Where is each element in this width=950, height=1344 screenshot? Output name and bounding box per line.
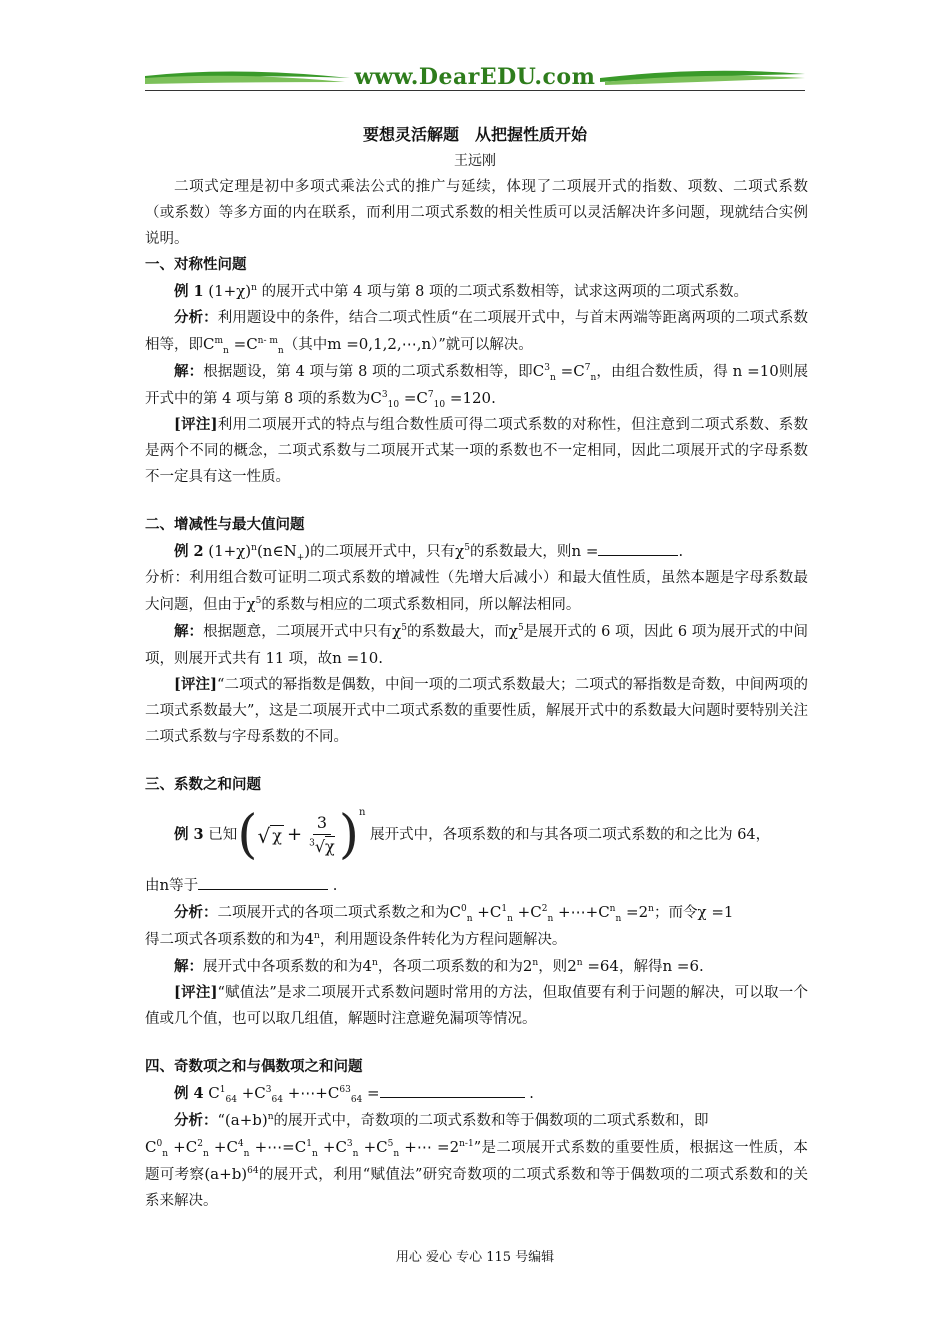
solution-1-text-a: 根据题设，第 4 项与第 8 项的二项式系数相等，即 [203,364,533,380]
fraction-3-over-cuberoot: $\frac{3}{^3√\chi}$ [309,812,335,856]
remark-3 [145,980,808,1032]
remark-2-label: [评注] [174,676,217,693]
analysis-2 [145,565,808,618]
expr-chi-eq-1: χ =1 [697,903,734,921]
analysis-4-text-c: ”是二项展开式系数的重要性质，根据这一性质，本题可考察 [145,1140,808,1183]
section-4-heading: 四、奇数项之和与偶数项之和问题 [145,1058,363,1075]
remark-3-label: [评注] [174,984,218,1001]
article-title: 要想灵活解题 从把握性质开始 [362,125,587,144]
solution-3-text-d: ，解得 [618,959,663,975]
expr-2n-64: 2$^n$ =64 [567,957,619,975]
article-body [145,174,808,1214]
example-4-label: 例 4 [174,1085,204,1102]
analysis-3-text-b: ；而令 [653,905,698,921]
example-4: 例 4 $C^1_{64} +C^3_{64}$ $+\cdots+C^{63}_{64}$ = . [174,1084,534,1105]
expr-ab-n: $(a+b)^n$ [224,1111,274,1129]
solution-3-text-c: ，则 [538,959,568,975]
remark-2-text: “二项式的幂指数是偶数，中间一项的二项式系数最大；二项式的幂指数是奇数，中间两项的二项式系数最大”，这是二项展开式中二项式系数的重要性质，解展开式中的系数最大问题时要特别关注二项式系数与字母系数的不同。 [145,677,808,745]
analysis-4-cont [145,1134,808,1214]
analysis-1 [145,305,808,358]
solution-3-text-a: 展开式中各项系数的和为 [203,959,363,975]
section-1-heading: 一、对称性问题 [145,256,247,273]
analysis-2-text-b: 的系数与相应的二项式系数相同，所以解法相同。 [261,597,581,613]
example-1 [145,278,808,305]
section-2-heading: 二、增减性与最大值问题 [145,516,305,533]
example-2-label: 例 2 [174,543,204,560]
expr-sqrt-frac: ( √ χ + $\frac{3}{^3√\chi}$ ) $^n$ [237,805,366,865]
analysis-1-text-c: ）”就可以解决。 [431,337,533,353]
expr-c64-sum: $C^1_{64} +C^3_{64}$ $+\cdots+C^{63}_{64}$ = [208,1084,380,1105]
expr-n-6: n =6. [662,957,704,975]
expr-n: n [159,876,170,894]
example-2-text-a: 的二项展开式中，只有 [310,544,456,560]
solution-1-label: 解： [174,363,204,380]
analysis-1-label: 分析： [174,309,218,326]
solution-2-text-a: 根据题意，二项展开式中只有 [203,624,393,640]
intro-paragraph: 二项式定理是初中多项式乘法公式的推广与延续，体现了二项展开式的指数、项数、二项式系数（或系数）等多方面的内在联系，而利用二项式系数的相关性质可以灵活解决许多问题，现就结合实例说明。 [145,179,808,247]
solution-2 [145,618,808,672]
expr-n-eq: n = [571,542,599,560]
analysis-4 [145,1107,808,1134]
sqrt-chi: √ χ [257,823,282,848]
expr-c3-eq-c7: $C^3_n =C^7_n$ [532,362,597,383]
analysis-2-text-a: 分析：利用组合数可证明二项式系数的增减性（先增大后减小）和最大值性质，虽然本题是字母系数最大问题，但由于 [145,570,808,613]
expr-ab-64: $(a+b)^{64}$ [204,1165,259,1183]
example-2-text-b: 的系数最大，则 [469,544,572,560]
example-2: 例 2 $(1+\chi)^n(n\in N_+)$的二项展开式中，只有$\chi^5$的系数最大，则n = . [174,542,684,563]
site-name[interactable]: www.DearEDU.com [354,64,596,90]
expr-odd-even-sum: $C^0_n +C^2_n +C^4_n$ $+\cdots=C^1_n +C^3_n +C^5_n$ +⋯ $=2^{n-1}$ [145,1138,474,1159]
remark-1-label: [评注] [174,416,218,433]
analysis-4-label: 分析： [174,1112,218,1129]
analysis-3-text-c: 得二项式各项系数的和为 [145,932,305,948]
remark-2 [145,672,808,750]
example-3-pre: 已知 [208,827,238,843]
expr-chi5: $\chi^5$ [455,542,470,560]
expr-c10-120: $C^3_{10} =C^7_{10} =120$. [370,389,496,410]
analysis-4-text-d: 的展开式，利用“赋值法”研究奇数项的二项式系数和等于偶数项的二项式系数和的关系来解决。 [145,1167,808,1209]
remark-3-text: “赋值法”是求二项展开式系数问题时常用的方法，但取值要有利于问题的解决，可以取一个值或几个值，也可以取几组值，解题时注意避免漏项等情况。 [145,985,808,1027]
remark-1-text: 利用二项展开式的特点与组合数性质可得二项式系数的对称性，但注意到二项式系数、系数是两个不同的概念，二项式系数与二项展开式某一项的系数也不一定相同，因此二项展开式的字母系数不一定具有这一性质。 [145,417,808,485]
expr-comb-symmetry: $C^m_n =C^{n- m}_n$ [203,335,284,356]
section-3-heading: 三、系数之和问题 [145,776,261,793]
example-1-text: 的展开式中第 4 项与第 8 项的二项式系数相等，试求这两项的二项式系数。 [261,284,748,300]
analysis-4-text-b: 的展开式中，奇数项的二项式系数和等于偶数项的二项式系数和，即 [273,1113,709,1129]
example-3-text-c: 等于 [169,878,199,894]
article-author: 王远刚 [454,153,496,169]
solution-3-label: 解： [174,958,203,975]
analysis-3-cont [145,926,808,953]
expr-1-plus-chi: $(1+\chi)^n$ [208,282,257,300]
analysis-3 [145,899,808,926]
expr-4n: 4$^n$ [304,930,320,948]
answer-blank-3[interactable] [198,875,328,890]
answer-blank-4[interactable] [380,1083,525,1098]
remark-1 [145,412,808,490]
example-3-cont: 由n等于 . [145,876,338,894]
expr-1-plus-chi-n: $(1+\chi)^n(n\in N_+)$ [208,542,311,563]
example-3-text: 展开式中，各项系数的和与其各项二项式系数的和之比为 64， [370,827,771,843]
solution-3 [145,953,808,980]
solution-1-text-c: 则展开式中的第 4 项与第 8 项的系数为 [145,364,809,407]
expr-4n-b: 4$^n$ [362,957,378,975]
expr-chi5-d: $\chi^5$ [508,622,524,640]
solution-2-text-b: 的系数最大，而 [407,624,509,640]
expr-binom-sum: $C^0_n +C^1_n +C^2_n$ $+\cdots+C^n_n =2^n$ [449,903,654,924]
page-footer: 用心 爱心 专心 115 号编辑 [395,1250,555,1265]
expr-chi5-c: $\chi^5$ [392,622,407,640]
example-1-label: 例 1 [174,283,204,300]
solution-1 [145,358,808,412]
example-3-label: 例 3 [174,826,204,843]
analysis-1-text-b: （其中 [283,337,328,353]
expr-n-10: n =10. [332,649,384,667]
example-3 [145,798,808,872]
analysis-3-text-a: 二项展开式的各项二项式系数之和为 [217,905,450,921]
analysis-1-text-a: 利用题设中的条件，结合二项式性质“在二项展开式中，与首末两端等距离两项的二项式系数相等，即 [145,310,808,353]
analysis-3-text-d: ，利用题设条件转化为方程问题解决。 [319,932,567,948]
expr-chi5-b: $\chi^5$ [246,595,262,613]
solution-2-label: 解： [174,623,204,640]
solution-1-text-b: ，由组合数性质，得 [596,364,728,380]
analysis-3-label: 分析： [174,904,218,921]
answer-blank-2[interactable] [598,541,678,556]
expr-2n: 2$^n$ [522,957,539,975]
solution-3-text-b: ，各项二项系数的和为 [377,959,523,975]
solution-2-text-c: 是展开式的 6 项，因此 6 项为展开式的中间项，则展开式共有 11 项，故 [145,624,809,667]
expr-m-range: m =0,1,2,⋯,n [327,335,432,353]
header-rule [145,90,805,91]
analysis-4-text-a: “ [217,1113,225,1129]
expr-n-eq-10: n =10 [732,362,779,380]
example-3-text-b: 由 [145,878,160,894]
